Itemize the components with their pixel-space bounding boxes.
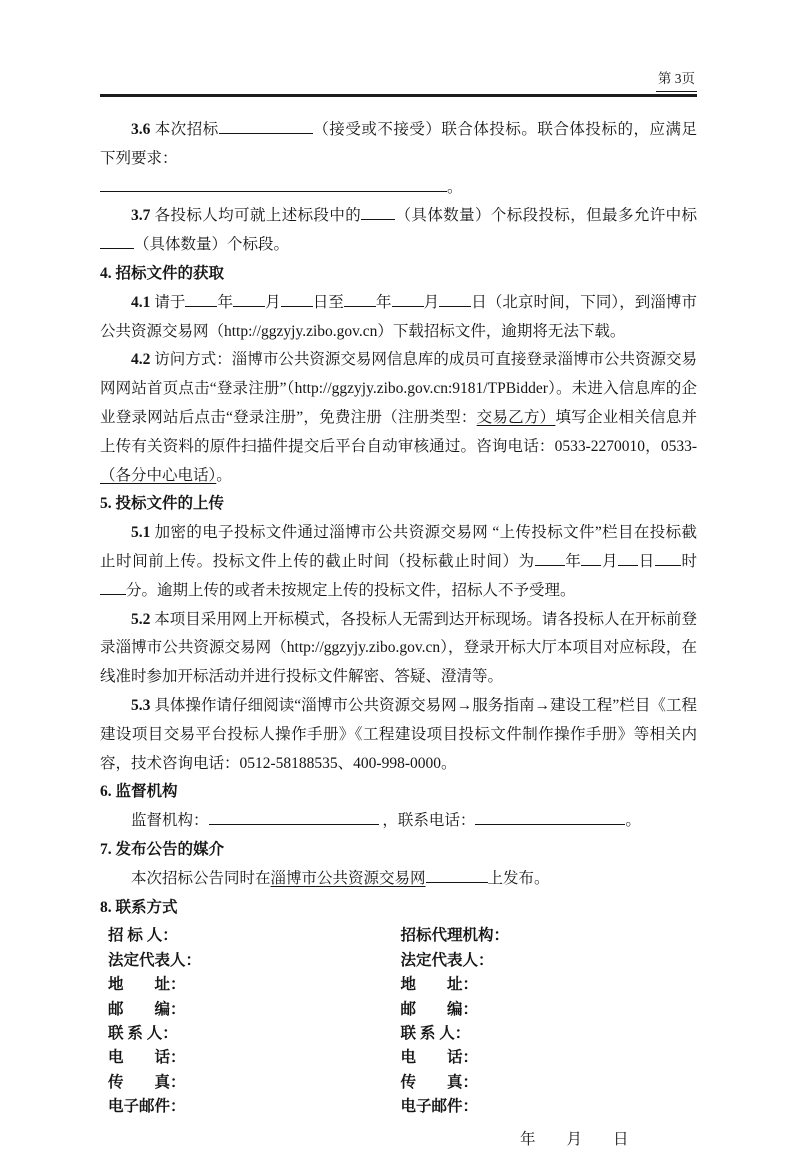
text-segment: 日 [638, 552, 655, 570]
contact-label: 地 址： [108, 976, 186, 994]
clause-5-1 [100, 519, 697, 605]
text-segment: 加密的电子投标文件通过淄博市公共资源交易网 “上传投标文件”栏目在投标截止时间前上传。投标文件上传的截止时间（投标截止时间）为 [100, 524, 698, 570]
text-segment: 本项目采用网上开标模式，各投标人无需到达开标现场。请各投标人在开标前登录淄博市公共资源交易网（http://ggzyjy.zibo.gov.cn），登录开标大厅本项目对应标段，在线准时参加开标活动并进行投标文件解密、答疑、澄清等。 [100, 610, 697, 686]
text-segment: 各投标人均可就上述标段中的 [154, 207, 362, 225]
contact-label: 电 话： [108, 1049, 186, 1067]
blank-field [344, 290, 376, 307]
text-segment: 本次招标 [154, 121, 219, 138]
blank-field [100, 175, 447, 192]
text-segment: （接受或不接受）联合体投标。联合体投标的，应满足下列要求： [100, 121, 697, 167]
announcement-media-line [100, 865, 697, 894]
text-segment: 年 [564, 552, 582, 570]
contact-label: 法定代表人： [108, 951, 202, 969]
blank-field [439, 290, 471, 307]
text-segment: 月 [265, 293, 281, 311]
contact-label: 邮 编： [108, 1000, 186, 1018]
blank-field [209, 809, 379, 826]
text-segment: 监督机构： [131, 812, 209, 830]
clause-4-2 [100, 346, 697, 490]
contact-label: 电子邮件： [400, 1098, 479, 1116]
contact-label: 传 真： [108, 1073, 186, 1091]
text-segment: 年 [375, 293, 392, 311]
text-segment: 具体操作请仔细阅读“淄博市公共资源交易网→服务指南→建设工程”栏目《工程建设项目交易平台投标人操作手册》《工程建设项目投标文件制作操作手册》等相关内容，技术咨询电话：0512-58188535、400-998-0000。 [100, 696, 698, 772]
text-segment: （具体数量）个标段投标，但最多允许中标 [395, 207, 697, 225]
section-5-title: 5. 投标文件的上传 [100, 495, 225, 513]
contact-label: 招 标 人： [108, 927, 178, 945]
text-segment: 淄博市公共资源交易网 [270, 869, 426, 887]
clause-4-1 [100, 289, 697, 347]
contact-label: 法定代表人： [400, 951, 494, 969]
section-7-title: 7. 发布公告的媒介 [100, 840, 225, 858]
text-segment: 5.1 [131, 524, 155, 542]
date-line: 年 月 日 [520, 1130, 629, 1148]
section-8-title: 8. 联系方式 [100, 898, 178, 916]
text-segment: ，联系电话： [378, 812, 476, 830]
supervision-line [100, 807, 697, 836]
contact-label: 电子邮件： [108, 1098, 186, 1116]
text-segment: 日至 [312, 293, 344, 311]
contact-label: 地 址： [400, 976, 479, 994]
header-rule [100, 94, 697, 97]
text-segment: 月 [601, 552, 619, 570]
contact-label: 电 话： [400, 1049, 479, 1067]
text-segment: 。 [216, 466, 232, 484]
text-segment: （各分中心电话） [100, 466, 217, 484]
contacts-right-column [399, 924, 698, 1119]
section-4-title: 4. 招标文件的获取 [100, 264, 225, 282]
text-segment: （具体数量）个标段。 [134, 236, 290, 254]
blank-field [392, 290, 424, 307]
text-segment: 。 [447, 178, 463, 196]
text-segment: 日（北京时间，下同），到淄博市公共资源交易网（http://ggzyjy.zibo.gov.cn）下载招标文件，逾期将无法下载。 [100, 293, 697, 340]
blank-field [618, 549, 638, 566]
contact-label: 招标代理机构： [400, 927, 510, 945]
section-6-title: 6. 监督机构 [100, 783, 178, 801]
document-body [100, 116, 697, 1152]
blank-field [535, 549, 565, 566]
clause-3-6-requirements-blank [100, 174, 697, 203]
text-segment: 填写企业相关信息并上传有关资料的原件扫描件提交后平台自动审核通过。咨询电话：0533-2270010，0533- [100, 408, 697, 455]
contact-label: 联 系 人： [400, 1024, 471, 1042]
text-segment: 时 [680, 552, 697, 570]
blank-field [475, 809, 625, 826]
text-segment: 3.7 [131, 207, 155, 225]
blank-field [233, 290, 265, 307]
text-segment: 请于 [154, 293, 186, 311]
clause-3-6 [100, 116, 697, 174]
blank-field [361, 204, 395, 221]
text-segment: 交易乙方） [476, 408, 556, 426]
clause-5-3 [100, 692, 697, 778]
contact-label: 邮 编： [400, 1000, 479, 1018]
text-segment: 年 [217, 293, 234, 311]
contact-label: 传 真： [400, 1073, 479, 1091]
text-segment: 本次招标公告同时在 [131, 869, 271, 887]
text-segment: 访问方式：淄博市公共资源交易网信息库的成员可直接登录淄博市公共资源交易网网站首页点击“登录注册”（http://ggzyjy.zibo.gov.cn:9181/TPBidder）。未进入信息库的企业登录网站后点击“登录注册”，免费注册（注册类型： [100, 351, 697, 426]
text-segment: 上发布。 [487, 869, 550, 887]
blank-field [581, 549, 601, 566]
text-segment: 分。逾期上传的或者未按规定上传的投标文件，招标人不予受理。 [126, 581, 576, 599]
clause-5-2 [100, 606, 697, 692]
blank-field [100, 578, 126, 595]
blank-field [655, 549, 681, 566]
blank-field [281, 290, 313, 307]
text-segment: 4.1 [131, 293, 155, 311]
blank-field [185, 290, 217, 307]
contacts-left-column [100, 924, 399, 1119]
blank-field [100, 233, 134, 250]
clause-3-7 [100, 202, 697, 260]
blank-field [219, 118, 313, 135]
text-segment: 4.2 [131, 351, 155, 369]
text-segment: 。 [625, 812, 641, 830]
page-number: 第 3页 [656, 70, 697, 92]
text-segment: 3.6 [131, 121, 155, 138]
contacts-block [100, 924, 697, 1119]
text-segment: 5.3 [131, 696, 155, 714]
text-segment: 5.2 [131, 610, 155, 628]
contact-label: 联 系 人： [108, 1024, 178, 1042]
blank-field [426, 866, 488, 883]
text-segment: 月 [423, 293, 440, 311]
